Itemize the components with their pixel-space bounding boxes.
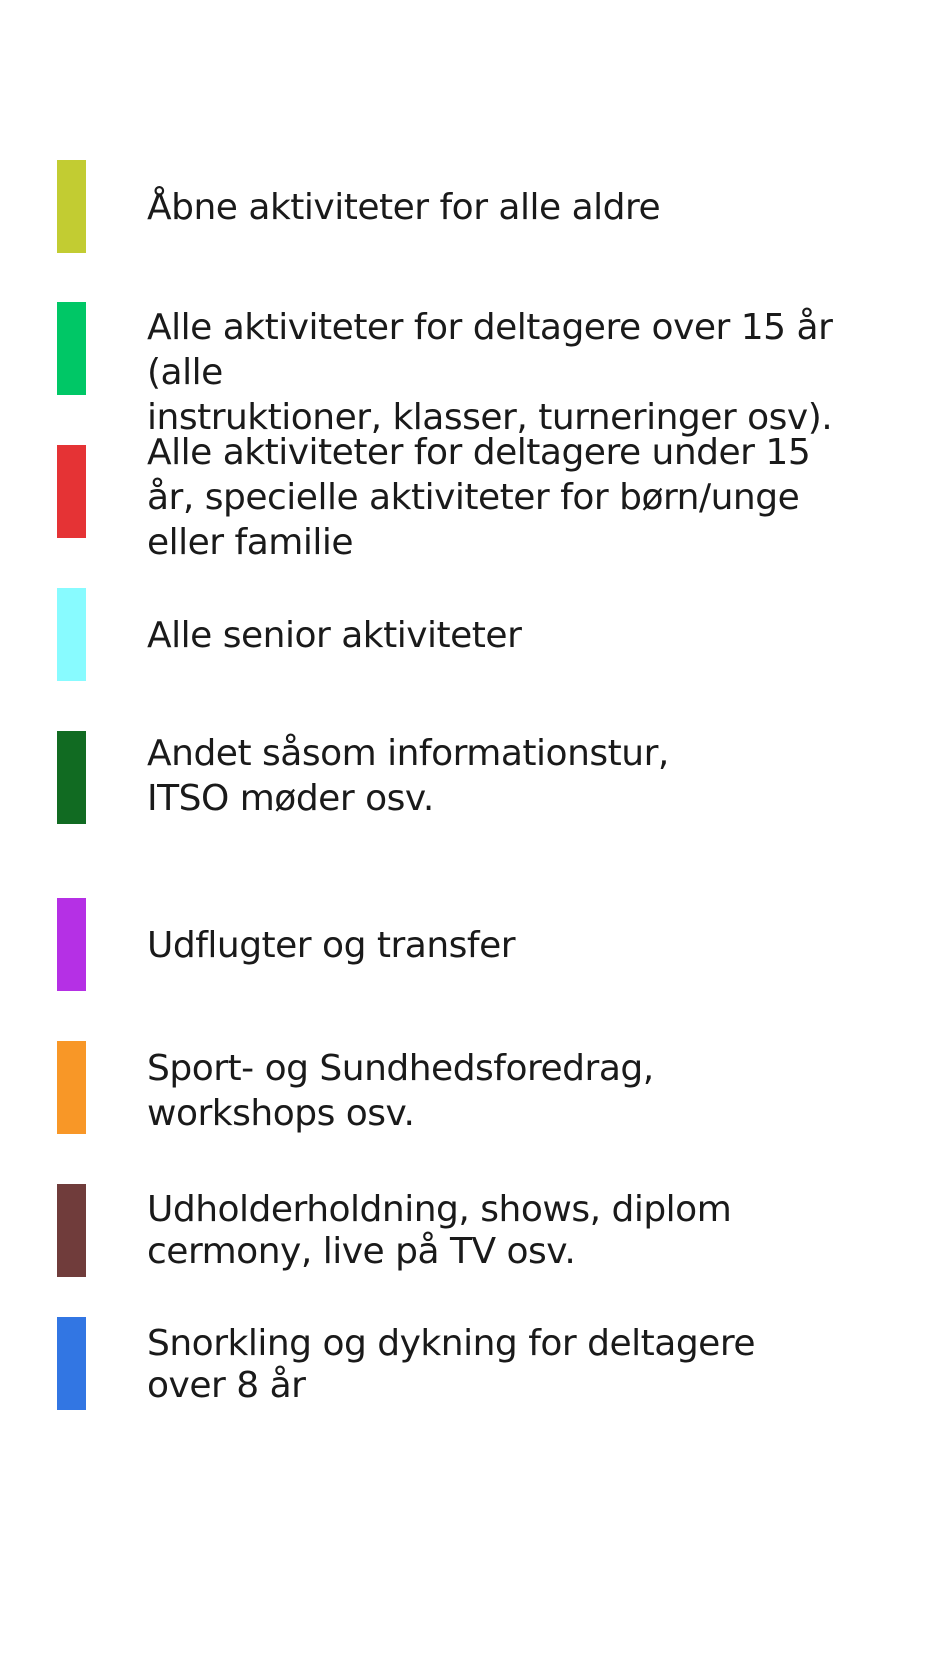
legend-label: Åbne aktiviteter for alle aldre [147,187,661,228]
color-swatch [57,302,86,395]
color-swatch [57,1041,86,1134]
legend-label: Snorkling og dykning for deltagere over 8 år [147,1323,755,1406]
legend-label: Udholderholdning, shows, diplom cermony, live på TV osv. [147,1189,732,1272]
legend-label: Sport- og Sundhedsforedrag, workshops osv. [147,1048,654,1134]
legend-label: Alle aktiviteter for deltagere over 15 år (alle instruktioner, klasser, turneringer osv). [147,307,833,438]
legend-label: Udflugter og transfer [147,925,516,966]
legend-label: Alle aktiviteter for deltagere under 15 år, specielle aktiviteter for børn/unge eller familie [147,432,811,563]
legend-label: Alle senior aktiviteter [147,615,522,656]
color-swatch [57,731,86,824]
color-swatch [57,1317,86,1410]
color-swatch [57,588,86,681]
legend-label: Andet såsom informationstur, ITSO møder osv. [147,733,669,819]
color-swatch [57,160,86,253]
color-swatch [57,1184,86,1277]
color-swatch [57,898,86,991]
color-swatch [57,445,86,538]
